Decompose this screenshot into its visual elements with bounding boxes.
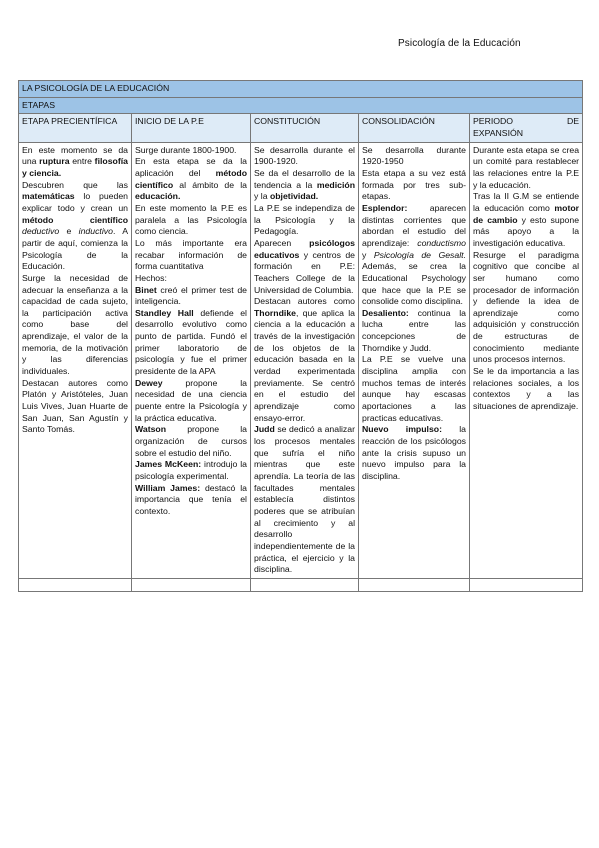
text-run: William James: [135,482,201,493]
cell-paragraph [135,273,247,285]
text-run: introdujo la psicología experimental. [135,459,247,481]
cell-paragraph [135,308,247,378]
stage-cell-constitucion [251,142,359,578]
text-run: y esto supone más apoyo a la investigación educativa. [473,214,580,248]
text-run: En este momento la P.E es paralela a las Psicología como ciencia. [135,202,247,237]
cell-paragraph [135,378,247,425]
cell-paragraph [135,424,247,459]
text-run: ruptura [39,156,70,167]
text-run: Surge la necesidad de adecuar la enseñanza a la capacidad de cada sujeto, la participación activa como base del aprendizaje, el valor de la memoria, de la motivación y las diferencias individuales. [22,272,128,377]
text-run: destacó la importancia que tenía el contexto. [135,482,247,516]
cell-paragraph [254,424,355,576]
text-run: y centros de formación en P.E: Teachers College de la Universidad de Columbia. [254,249,355,295]
text-run: filosofía y ciencia. [22,156,128,178]
cell-paragraph [22,180,128,273]
text-run: entre [69,156,95,167]
text-run: Desaliento: [362,307,409,318]
text-run: inductivo [78,226,113,237]
text-run: La P.E se vuelve una disciplina amplia con muchos temas de interés aunque hay escasas aportaciones a las practicas educativas. [362,354,466,423]
text-run: Watson [135,424,167,435]
text-run: Se da el desarrollo de la tendencia a la [254,167,355,190]
text-run: En este momento se da una [22,144,128,167]
column-header: CONSOLIDACIÓN [359,114,470,142]
text-run: Se desarrolla durante el 1900-1920. [254,144,355,167]
text-run: Esta etapa a su vez está formada por tres sub-etapas. [362,167,466,202]
cell-paragraph [254,168,355,203]
column-header: CONSTITUCIÓN [251,114,359,142]
cell-paragraph [135,145,247,157]
text-run: motor de cambio [473,202,580,225]
table-title: LA PSICOLOGÍA DE LA EDUCACIÓN [19,81,583,98]
text-run: creó el primer test de inteligencia. [135,284,247,307]
text-run: lo pueden explicar todo y crean un [22,191,128,213]
education-psychology-table [18,80,583,592]
text-run: Destacan autores como [254,296,355,307]
text-run: . A partir de aquí, comienza la Psicología de la Educación. [22,226,128,272]
cell-paragraph [135,459,247,482]
text-run: y la [254,191,270,202]
stage-cell-precientifica [19,142,132,578]
text-run: Psicología de Gesalt. [373,249,466,260]
text-run: objetividad. [269,191,319,202]
cell-paragraph [22,145,128,180]
cell-paragraph [135,203,247,238]
text-run: Aparecen [254,237,310,248]
text-run: Lo más importante era recabar información de forma cuantitativa [135,237,247,272]
text-run: psicólogos educativos [254,237,355,260]
cell-paragraph [135,483,247,518]
text-run: Surge durante 1800-1900. [135,144,237,155]
text-run: La P.E se independiza de la Psicología y la Pedagogía. [254,202,355,237]
cell-paragraph [362,203,466,308]
text-run: Durante esta etapa se crea un comité para restablecer las relaciones entre la P.E y la educación. [473,144,580,190]
stage-cell-inicio [132,142,251,578]
column-header: INICIO DE LA P.E [132,114,251,142]
text-run: propone la organización de cursos sobre el estudio del niño. [135,424,247,458]
stage-cell-consolidacion [359,142,470,578]
text-run: , que aplica la ciencia a la educación a través de la investigación de los objetos de la educación basada en la verdad experimentada previamente. Se centró en el estudio del aprendizaje como ensayo-error. [254,307,355,423]
text-run: Hechos: [135,272,167,283]
stage-cell-expansion [470,142,583,578]
text-run: método científico [135,167,247,190]
text-run: Se desarrolla durante 1920-1950 [362,144,466,167]
text-run: continua la lucha entre las concepciones de Thorndike y Judd. [362,307,466,353]
cell-paragraph [362,145,466,168]
cell-paragraph [22,273,128,378]
text-run: método científico [22,214,128,225]
text-run: Judd [254,424,275,435]
text-run: al ámbito de la [173,179,247,190]
cell-paragraph [473,191,579,249]
text-run: Thorndike [254,307,296,318]
cell-paragraph [254,203,355,238]
cell-paragraph [135,285,247,308]
text-run: Destacan autores como Platón y Aristóteles, Juan Luis Vives, Juan Huarte de San Juan, San Agustín y Santo Tomás. [22,377,128,435]
text-run: la reacción de los psicólogos ante la crisis supuso un nuevo impulso para la disciplina. [362,424,466,481]
cell-paragraph [254,145,355,168]
running-header-title: Psicología de la Educación [398,38,521,49]
text-run: Nuevo impulso: [362,424,442,435]
cell-paragraph [254,296,355,424]
cell-paragraph [362,354,466,424]
column-header: PERIODO DE EXPANSIÓN [470,114,583,142]
text-run: Binet [135,284,157,295]
text-run: propone la necesidad de una ciencia puente entre la Psicología y la práctica educativa. [135,377,247,423]
text-run: matemáticas [22,191,75,202]
text-run: educación. [135,191,181,202]
table-subtitle: ETAPAS [19,97,583,114]
text-run: Dewey [135,377,163,388]
cell-paragraph [135,238,247,273]
text-run: James McKeen: [135,459,202,470]
column-header: ETAPA PRECIENTÍFICA [19,114,132,142]
cell-paragraph [254,238,355,296]
text-run: Además, se crea la Educational Psychology que hace que la P.E se consolide como disciplina. [362,261,466,307]
cell-paragraph [362,308,466,355]
table-row [19,578,583,591]
text-run: Se le da importancia a las relaciones sociales, a los contextos y a las situaciones de aprendizaje. [473,366,580,412]
text-run: defiende el desarrollo evolutivo como punto de partida. Fundó el primer laboratorio de psicología y fue el primer presidente de la APA [135,307,247,377]
text-run: Esplendor: [362,202,408,213]
cell-paragraph [473,366,579,413]
cell-paragraph [473,250,579,367]
text-run: Resurge el paradigma cognitivo que concibe al ser humano como procesador de información y defiende la idea de aprendizaje como adquisición y construcción de estructuras de conocimiento mediante unos procesos internos. [473,249,580,365]
cell-paragraph [362,168,466,203]
text-run: En esta etapa se da la aplicación del [135,156,247,178]
text-run: se dedicó a analizar los procesos mentales que sufría el niño mientras que este aprendía. La teoría de las facultades mentales establecía distintos poderes que se atribuían al crecimiento y al desarrollo independientemente de la práctica, el ejercicio y la disciplina. [254,424,355,575]
cell-paragraph [473,145,579,192]
cell-paragraph [135,156,247,203]
text-run: deductivo [22,226,60,237]
text-run: Descubren que las [22,179,128,190]
text-run: conductismo [417,237,466,248]
cell-paragraph [362,424,466,482]
text-run: aparecen distintas corrientes que abordan el estudio del aprendizaje: [362,202,466,248]
text-run: medición [316,179,355,190]
text-run: e [59,226,79,237]
text-run: Standley Hall [135,307,194,318]
text-run: y [362,249,374,260]
table-row [19,142,583,578]
cell-paragraph [22,378,128,436]
text-run: Tras la II G.M se entiende la educación como [473,191,580,213]
